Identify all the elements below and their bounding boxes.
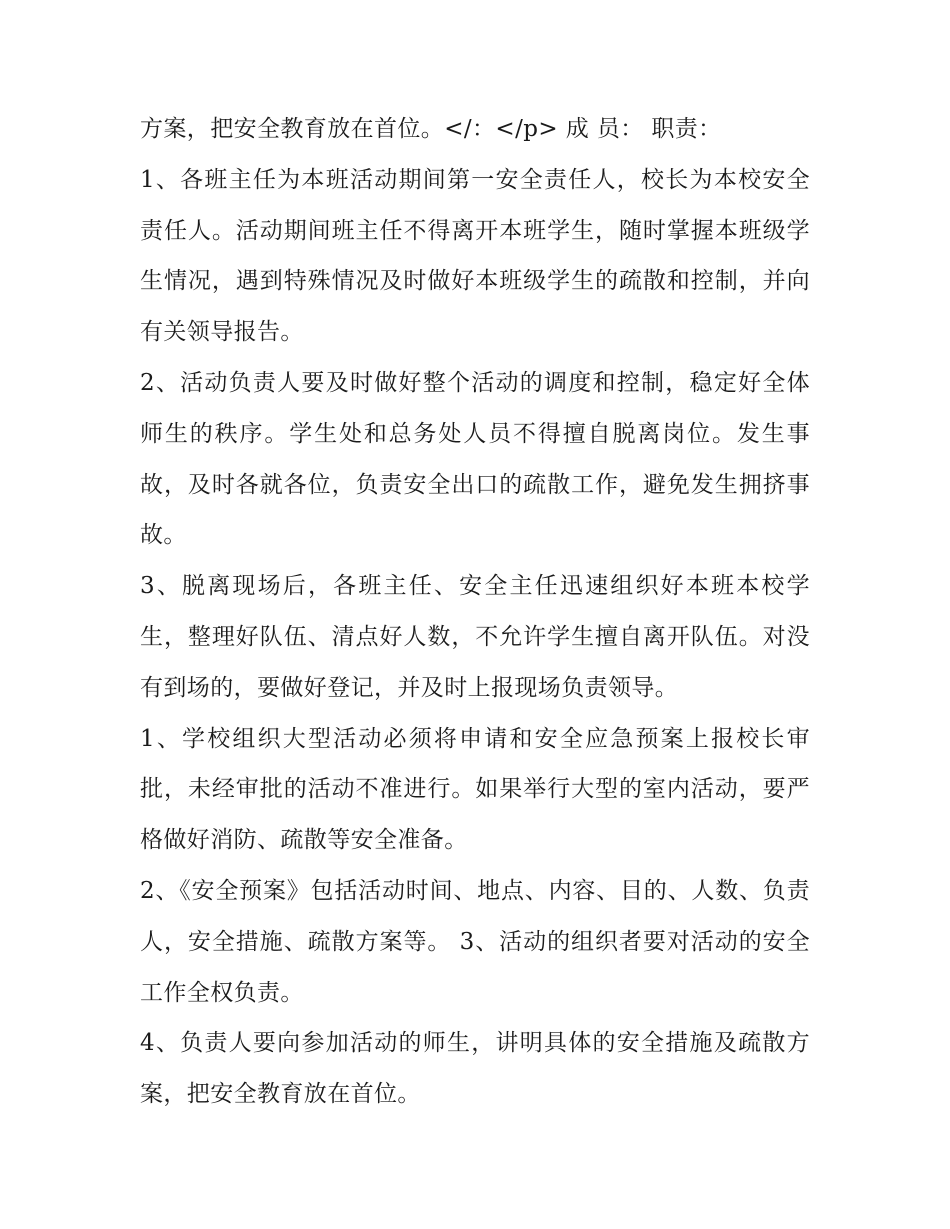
- paragraph-intro: 方案，把安全教育放在首位。</：</p> 成 员： 职责：: [140, 116, 722, 142]
- paragraph-rule-1: 1、学校组织大型活动必须将申请和安全应急预案上报校长审批，未经审批的活动不准进行。如果举行大型的室内活动，要严格做好消防、疏散等安全准备。: [140, 725, 810, 854]
- document-body: [140, 104, 810, 1120]
- paragraph-duty-3: 3、脱离现场后，各班主任、安全主任迅速组织好本班本校学生，整理好队伍、清点好人数，不允许学生擅自离开队伍。对没有到场的，要做好登记，并及时上报现场负责领导。: [140, 573, 810, 701]
- paragraph-rule-4: 4、负责人要向参加活动的师生，讲明具体的安全措施及疏散方案，把安全教育放在首位。: [140, 1030, 810, 1108]
- paragraph-rule-2: 2、《安全预案》包括活动时间、地点、内容、目的、人数、负责人，安全措施、疏散方案等。 3、活动的组织者要对活动的安全工作全权负责。: [140, 877, 810, 1006]
- paragraph-duty-2: 2、活动负责人要及时做好整个活动的调度和控制，稳定好全体师生的秩序。学生处和总务处人员不得擅自脱离岗位。发生事故，及时各就各位，负责安全出口的疏散工作，避免发生拥挤事故。: [140, 369, 810, 549]
- paragraph-duty-1: 1、各班主任为本班活动期间第一安全责任人，校长为本校安全责任人。活动期间班主任不得离开本班学生，随时掌握本班级学生情况，遇到特殊情况及时做好本班级学生的疏散和控制，并向有关领导报告。: [140, 166, 810, 346]
